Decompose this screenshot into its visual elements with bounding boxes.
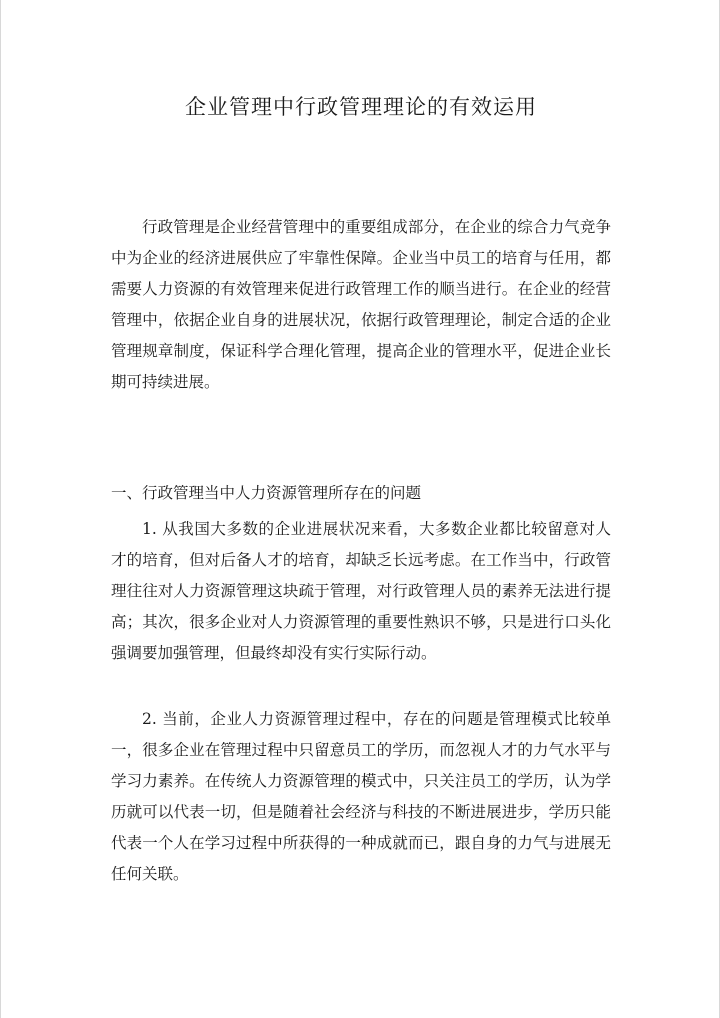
numbered-paragraph-2: 2. 当前，企业人力资源管理过程中，存在的问题是管理模式比较单一，很多企业在管理过程中只留意员工的学历，而忽视人才的力气水平与学习力素养。在传统人力资源管理的模式中，只关注员工的学历，认为学历就可以代表一切，但是随着社会经济与科技的不断进展进步，学历只能代表一个人在学习过程中所获得的一种成就而已，跟自身的力气与进展无任何关联。 xyxy=(111,710,611,883)
section-heading: 一、行政管理当中人力资源管理所存在的问题 xyxy=(111,484,422,502)
numbered-paragraph-1: 1. 从我国大多数的企业进展状况来看，大多数企业都比较留意对人才的培育，但对后备人才的培育，却缺乏长远考虑。在工作当中，行政管理往往对人力资源管理这块疏于管理，对行政管理人员的素养无法进行提高；其次，很多企业对人力资源管理的重要性熟识不够，只是进行口头化强调要加强管理，但最终却没有实行实际行动。 xyxy=(111,520,611,662)
document-title: 企业管理中行政管理理论的有效运用 xyxy=(185,95,537,119)
intro-paragraph: 行政管理是企业经营管理中的重要组成部分，在企业的综合力气竞争中为企业的经济进展供应了牢靠性保障。企业当中员工的培育与任用，都需要人力资源的有效管理来促进行政管理工作的顺当进行。在企业的经营管理中，依据企业自身的进展状况，依据行政管理理论，制定合适的企业管理规章制度，保证科学合理化管理，提高企业的管理水平，促进企业长期可持续进展。 xyxy=(111,218,611,391)
